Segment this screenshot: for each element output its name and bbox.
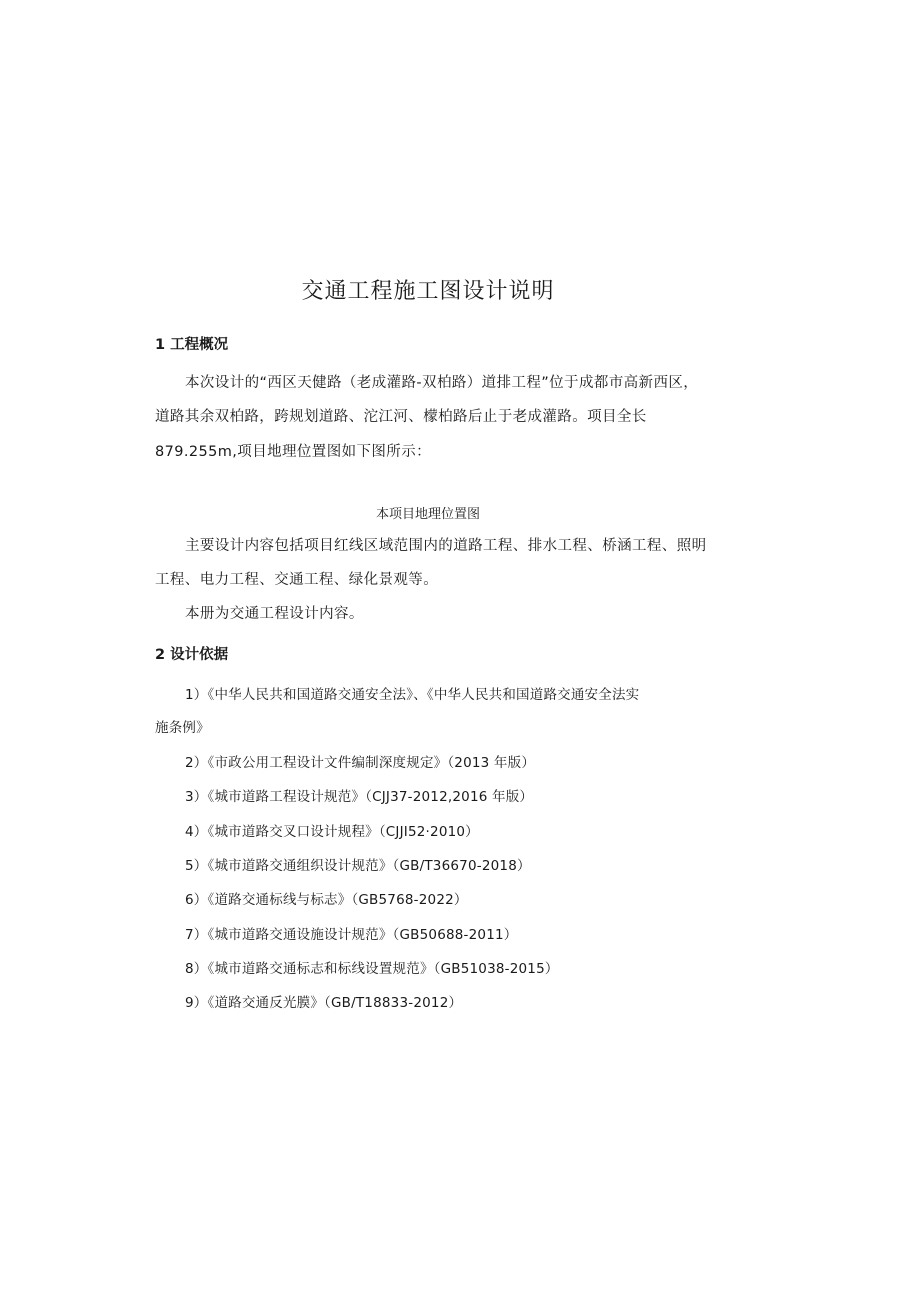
paragraph-line: 879.255m,项目地理位置图如下图所示：	[155, 444, 431, 460]
figure-caption: 本项目地理位置图	[375, 507, 480, 522]
reference-item: 4）《城市道路交叉口设计规程》（CJJI52·2010）	[185, 824, 479, 840]
reference-item: 9）《道路交通反光膜》（GB/T18833-2012）	[185, 995, 463, 1011]
paragraph-line: 本册为交通工程设计内容。	[185, 606, 364, 622]
reference-item: 2）《市政公用工程设计文件编制深度规定》（2013 年版）	[185, 755, 536, 771]
paragraph-line: 工程、电力工程、交通工程、绿化景观等。	[155, 572, 439, 588]
section-2-heading: 2 设计依据	[155, 647, 229, 663]
reference-item: 6）《道路交通标线与标志》（GB5768-2022）	[185, 892, 468, 908]
paragraph-line: 道路其余双柏路，跨规划道路、沱江河、檬柏路后止于老成灌路。项目全长	[155, 409, 647, 425]
paragraph-line: 主要设计内容包括项目红线区域范围内的道路工程、排水工程、桥涵工程、照明	[185, 538, 707, 554]
reference-item: 5）《城市道路交通组织设计规范》（GB/T36670-2018）	[185, 858, 531, 874]
reference-item: 1）《中华人民共和国道路交通安全法》、《中华人民共和国道路交通安全法实	[185, 687, 640, 703]
section-1-heading: 1 工程概况	[155, 337, 229, 353]
reference-item: 8）《城市道路交通标志和标线设置规范》（GB51038-2015）	[185, 961, 559, 977]
document-title: 交通工程施工图设计说明	[301, 279, 555, 304]
reference-item: 3）《城市道路工程设计规范》（CJJ37-2012,2016 年版）	[185, 789, 534, 805]
reference-item-continued: 施条例》	[155, 720, 210, 736]
reference-item: 7）《城市道路交通设施设计规范》（GB50688-2011）	[185, 927, 518, 943]
paragraph-line: 本次设计的“西区天健路（老成灌路-双柏路）道排工程”位于成都市高新西区，	[185, 375, 699, 391]
